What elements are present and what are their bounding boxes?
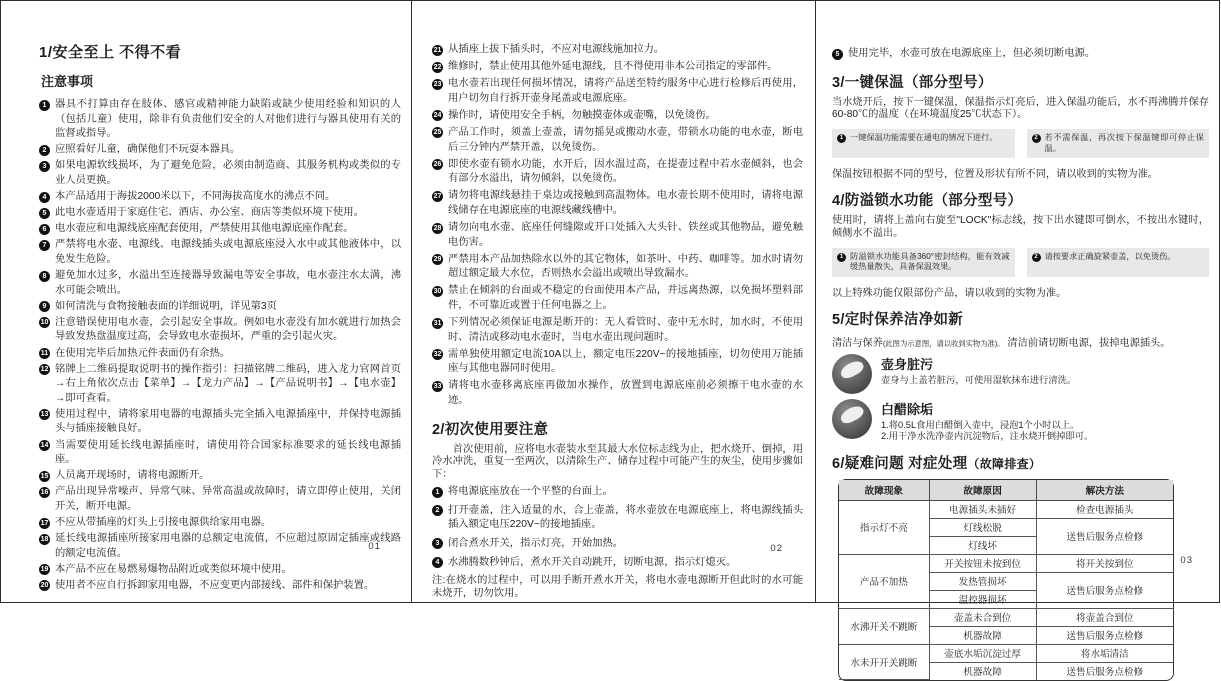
note-box: [1027, 248, 1210, 277]
intro-disclaimer: (此图为示意图，请以收到实物为准)。: [882, 338, 1005, 348]
step-item: [432, 504, 803, 533]
list-item: [432, 60, 803, 75]
list-item: [39, 238, 401, 267]
first-use-steps: [432, 485, 803, 570]
item-text: 电水壶应和电源线底座配套使用，严禁使用其他电源底座作配套。: [55, 223, 354, 235]
intro-suffix: 清洁前请切断电源，拔掉电源插头。: [1007, 337, 1171, 349]
step-item: [832, 47, 1209, 62]
section3-note-row: [832, 129, 1209, 158]
phenomenon-cell: 指示灯不亮: [839, 500, 929, 554]
item-text: 本产品适用于海拔2000米以下，不同海拔高度水的沸点不同。: [55, 191, 336, 203]
table-row: [839, 644, 1173, 662]
care-line: 壶身与上盖若脏污，可使用湿软抹布进行清洗。: [881, 374, 1077, 385]
item-number-badge: 13: [40, 411, 49, 419]
note-text: 一键保温功能需要在通电的情况下进行。: [850, 133, 998, 143]
note-text: 请按要求正确旋紧壶盖，以免烫伤。: [1044, 251, 1176, 261]
list-item: [432, 379, 803, 408]
item-number-badge: 24: [433, 112, 442, 120]
section3-footer: 保温按钮根据不同的型号，位置及形状有所不同，请以收到的实物为准。: [832, 169, 1158, 181]
care-line: 1.将0.5L食用白醋倒入壶中，浸泡1个小时以上。: [881, 419, 1080, 430]
care-line: 2.用干净水洗净壶内沉淀物后，注水烧开倒掉即可。: [881, 431, 1094, 442]
list-item: [432, 253, 803, 282]
manual-page-3: [815, 1, 1221, 679]
list-item: [39, 347, 401, 362]
cause-cell: 灯线坏: [929, 536, 1036, 554]
item-number-badge: 26: [433, 161, 442, 169]
item-text: 产品工作时，须盖上壶盖，请勿摇晃或搬动水壶，带锁水功能的电水壶，断电后三分钟内严禁开盖，以免烫伤。: [448, 126, 803, 153]
item-number-badge: 27: [433, 192, 442, 200]
solution-cell: 送售后服务点检修: [1036, 626, 1173, 644]
page1-title: 1/安全至上 不得不看: [39, 44, 182, 61]
list-item: [39, 143, 401, 158]
list-item: [39, 485, 401, 514]
safety-notice-list: [39, 98, 401, 594]
item-text: 铭牌上二维码提取说明书的操作指引：扫描铭牌二维码，进入龙力官网首页→右上角依次点击【菜单】→【龙力产品】→【产品说明书】→【电水壶】→即可查看。: [55, 363, 401, 404]
page-number: 01: [368, 541, 381, 552]
item-number-badge: 5: [39, 208, 50, 219]
troubleshooting-table: [838, 479, 1174, 681]
item-number-badge: 25: [433, 129, 442, 137]
section6-title-main: 6/疑难问题 对症处理: [832, 455, 968, 472]
item-number-badge: 10: [40, 319, 49, 327]
page1-subtitle: 注意事项: [41, 74, 94, 89]
item-text: 禁止在倾斜的台面或不稳定的台面使用本产品，并远离热源，以免损坏塑料部件，不可靠近或置于任何电器之上。: [448, 285, 803, 311]
item-text: 维修时，禁止使用其他外延电源线，且不得使用非本公司指定的零部件。: [448, 61, 778, 73]
solution-cell: 将水垢清洁: [1036, 644, 1173, 662]
care-text: [881, 354, 1209, 387]
item-number-badge: 18: [40, 535, 49, 543]
table-header-row: [839, 480, 1173, 501]
item-text: 使用者不应自行拆卸家用电器，不应变更内部接线、部件和保护装置。: [55, 579, 375, 591]
item-text: 从插座上拔下插头时，不应对电源线施加拉力。: [448, 44, 665, 55]
item-text: 延长线电源插座所接家用电器的总额定电流值，不应超过原固定插座或线路的额定电流值。: [55, 533, 401, 559]
item-number-badge: 15: [40, 472, 49, 480]
col-header: 故障原因: [929, 480, 1036, 501]
item-number-badge: 30: [433, 287, 442, 295]
list-item: [39, 316, 401, 345]
list-item: [39, 469, 401, 484]
cause-cell: 灯线松脱: [929, 518, 1036, 536]
step-number-badge: 2: [432, 505, 443, 516]
item-number-badge: 8: [39, 271, 50, 282]
solution-cell: 将壶盖合到位: [1036, 608, 1173, 626]
care-title: 壶身脏污: [881, 356, 934, 372]
section6-title-suffix: （故障排查）: [967, 456, 1042, 471]
cause-cell: 开关按钮未按到位: [929, 554, 1036, 572]
list-item: [432, 158, 803, 187]
item-number-badge: 14: [40, 442, 49, 450]
section4-title: 4/防溢锁水功能（部分型号）: [832, 193, 1023, 210]
note-number-badge: 1: [837, 134, 846, 143]
note-number-badge: 2: [1032, 134, 1041, 143]
list-item: [39, 269, 401, 298]
solution-cell: 将开关按到位: [1036, 554, 1173, 572]
table-row: [839, 500, 1173, 518]
solution-cell: 送售后服务点检修: [1036, 518, 1173, 554]
item-number-badge: 12: [40, 366, 49, 374]
item-number-badge: 31: [433, 319, 442, 327]
list-item: [39, 579, 401, 594]
table-row: [839, 554, 1173, 572]
col-header: 解决方法: [1036, 480, 1173, 501]
item-text: 严禁将电水壶、电源线、电源线插头或电源底座浸入水中或其他液体中，以免发生危险。: [55, 239, 401, 265]
page-number: 02: [770, 543, 783, 554]
section3-title: 3/一键保温（部分型号）: [832, 74, 993, 91]
step-number-badge: 3: [432, 538, 443, 549]
care-item-descale: [832, 399, 1209, 443]
list-item: [432, 284, 803, 313]
item-number-badge: 17: [40, 519, 49, 527]
step-text: 打开壶盖，注入适量的水，合上壶盖，将水壶放在电源底座上，将电源线插头插入额定电压220V~的接地插座。: [448, 504, 803, 531]
item-text: 本产品不应在易燃易爆物品附近或类似环境中使用。: [55, 563, 292, 575]
item-text: 在使用完毕后加热元件表面仍有余热。: [55, 347, 231, 359]
cause-cell: 电源插头未插好: [929, 500, 1036, 518]
item-number-badge: 33: [433, 382, 442, 390]
item-text: 如何清洗与食物接触表面的详细说明，详见第3页: [55, 300, 277, 312]
note-number-badge: 2: [1032, 253, 1041, 262]
item-text: 避免加水过多，水溢出至连接器导致漏电等安全事故，电水壶注水太满，沸水可能会喷出。: [55, 270, 401, 296]
list-item: [39, 98, 401, 142]
note-text: 防溢锁水功能具备360°密封结构，能有效减缓热量散失，具备保温效果。: [850, 251, 1010, 272]
list-item: [39, 563, 401, 578]
item-number-badge: 28: [433, 224, 442, 232]
item-text: 人员离开现场时，请将电源断开。: [55, 470, 210, 482]
item-number-badge: 19: [40, 566, 49, 574]
section2-intro: 首次使用前，应将电水壶装水至其最大水位标志线为止，把水烧开、倒掉，用冷水冲洗，重复一至两次，以清除生产、储存过程中可能产生的灰尘，使用步骤如下：: [432, 443, 803, 480]
vinegar-descale-photo-icon: [832, 399, 872, 439]
cause-cell: 温控器损坏: [929, 590, 1036, 608]
list-item: [39, 222, 401, 237]
list-item: [39, 363, 401, 407]
section4-note-row: [832, 248, 1209, 277]
step-text: 闭合煮水开关，指示灯亮，开始加热。: [448, 537, 624, 549]
care-item-body-dirty: [832, 354, 1209, 394]
item-number-badge: 3: [39, 161, 50, 172]
list-item: [432, 43, 803, 58]
list-item: [39, 408, 401, 437]
list-item: [432, 189, 803, 218]
section6-title: [832, 452, 1209, 473]
item-number-badge: 21: [433, 46, 442, 54]
list-item: [39, 190, 401, 205]
item-text: 应照看好儿童，确保他们不玩耍本器具。: [55, 144, 241, 156]
care-title: 白醋除垢: [881, 401, 934, 417]
note-text: 若不需保温，再次按下保温键即可停止保温。: [1044, 133, 1204, 153]
section5-intro: [832, 334, 1209, 349]
cause-cell: 发热管损坏: [929, 572, 1036, 590]
item-text: 请勿向电水壶、底座任何缝隙或开口处插入大头针、铁丝或其他物品，避免触电伤害。: [448, 222, 803, 248]
note-number-badge: 1: [837, 253, 846, 262]
list-item: [39, 439, 401, 468]
item-number-badge: 1: [39, 100, 50, 111]
item-number-badge: 11: [40, 350, 49, 357]
section3-body: 当水烧开后，按下一键保温，保温指示灯亮后，进入保温功能后，水不再沸腾并保存60-80℃的温度（在环境温度25℃状态下）。: [832, 96, 1209, 121]
phenomenon-cell: 水沸开关不跳断: [839, 608, 929, 644]
step-number-badge: 4: [432, 557, 443, 568]
item-text: 产品出现异常噪声、异常气味、异常高温或故障时，请立即停止使用，关闭开关，断开电源。: [55, 486, 401, 512]
table-row: [839, 608, 1173, 626]
item-number-badge: 29: [433, 256, 442, 264]
list-item: [432, 126, 803, 155]
section2-title: 2/初次使用要注意: [432, 421, 549, 438]
step-number-badge: 5: [832, 49, 843, 60]
solution-cell: 检查电源插头: [1036, 500, 1173, 518]
cause-cell: 机器故障: [929, 626, 1036, 644]
page-number: 03: [1180, 555, 1193, 566]
item-text: 即使水壶有锁水功能，水开后，因水温过高，在提壶过程中若水壶倾斜，也会有部分水溢出，请勿倾斜，以免烫伤。: [448, 158, 803, 185]
item-text: 器具不打算由存在肢体、感官或精神能力缺陷或缺少使用经验和知识的人（包括儿童）使用，除非有负责他们安全的人对他们进行与器具使用有关的监督或指导。: [55, 99, 401, 140]
item-text: 请将电水壶移离底座再做加水操作，放置到电源底座前必须擦干电水壶的水迹。: [448, 380, 803, 407]
section4-body: 使用时，请将上盖向右旋至"LOCK"标志线，按下出水键即可倒水，不按出水键时，倾侧水不溢出。: [832, 215, 1209, 239]
item-text: 当需要使用延长线电源插座时，请使用符合国家标准要求的延长线电源插座。: [55, 439, 401, 466]
list-item: [432, 316, 803, 345]
item-number-badge: 9: [39, 301, 50, 312]
section2-note: 注:在烧水的过程中，可以用手断开煮水开关，将电水壶电源断开但此时的水可能未烧开，切勿饮用。: [432, 575, 803, 599]
section4-footer: 以上特殊功能仅限部份产品，请以收到的实物为准。: [832, 287, 1067, 299]
item-text: 此电水壶适用于家庭住宅、酒店、办公室、商店等类似环境下使用。: [55, 207, 364, 219]
item-number-badge: 20: [40, 582, 49, 590]
manual-page-1: [1, 1, 411, 602]
kettle-wipe-photo-icon: [832, 354, 872, 394]
col-header: 故障现象: [839, 480, 929, 501]
solution-cell: 送售后服务点检修: [1036, 572, 1173, 608]
item-number-badge: 2: [39, 145, 50, 156]
step-text: 水沸腾数秒钟后，煮水开关自动跳开，切断电源，指示灯熄灭。: [448, 556, 737, 568]
list-item: [432, 109, 803, 124]
note-box: [832, 248, 1015, 277]
list-item: [39, 159, 401, 188]
item-number-badge: 23: [433, 80, 442, 88]
item-number-badge: 6: [39, 224, 50, 235]
phenomenon-cell: 产品不加热: [839, 554, 929, 608]
manual-page-2: [411, 1, 815, 602]
list-item: [432, 77, 803, 106]
item-number-badge: 22: [433, 63, 442, 71]
solution-cell: 送售后服务点检修: [1036, 662, 1173, 680]
item-text: 电水壶若出现任何损坏情况，请将产品送至特约服务中心进行检修后再使用，用户切勿自行拆开壶身尾盖或电源底座。: [448, 78, 803, 104]
cause-cell: 壶盖未合到位: [929, 608, 1036, 626]
item-text: 操作时，请使用安全手柄，勿触摸壶体或壶嘴，以免烫伤。: [448, 109, 716, 121]
step-item: [432, 537, 803, 552]
list-item: [39, 300, 401, 315]
list-item: [39, 532, 401, 561]
section5-title: 5/定时保养洁净如新: [832, 311, 964, 328]
item-text: 下列情况必须保证电源是断开的：无人看管时、壶中无水时，加水时，不使用时、清洁或移动电水壶时，当电水壶出现问题时。: [448, 317, 803, 343]
item-number-badge: 32: [433, 351, 442, 359]
item-number-badge: 4: [39, 192, 50, 203]
item-number-badge: 7: [39, 240, 50, 251]
note-box: [1027, 129, 1210, 158]
list-item: [39, 516, 401, 531]
cause-cell: 壶底水垢沉淀过厚: [929, 644, 1036, 662]
item-text: 注意错误使用电水壶，会引起安全事故。例如电水壶没有加水就进行加热会导致发热盘温度过高，会导致电水壶损坏，严重的会引起火灾。: [55, 316, 401, 343]
care-text: [881, 399, 1209, 443]
list-item: [432, 348, 803, 377]
list-item: [39, 206, 401, 221]
phenomenon-cell: 水未开开关跳断: [839, 644, 929, 680]
item-text: 严禁用本产品加热除水以外的其它物体，如茶叶、中药、咖啡等。加水时请勿超过额定最大水位，否则热水会溢出或喷出导致漏水。: [448, 253, 803, 280]
item-text: 如果电源软线损坏，为了避免危险，必须由制造商、其服务机构或类似的专业人员更换。: [55, 160, 401, 186]
step-item: [432, 556, 803, 571]
note-box: [832, 129, 1015, 158]
step-text: 使用完毕，水壶可放在电源底座上，但必须切断电源。: [848, 48, 1096, 59]
item-number-badge: 16: [40, 488, 49, 496]
list-item: [432, 221, 803, 250]
item-text: 请勿将电源线悬挂于桌边或接触到高温物体。电水壶长期不使用时，请将电源线储存在电源底座的电源线藏线槽中。: [448, 190, 803, 216]
step-number-badge: 1: [432, 487, 443, 498]
step-item: [432, 485, 803, 500]
item-text: 使用过程中，请将家用电器的电源插头完全插入电源插座中，并保持电源插头与插座接触良好。: [55, 408, 401, 435]
item-text: 不应从带插座的灯头上引接电源供给家用电器。: [55, 517, 272, 529]
intro-prefix: 清洁与保养: [832, 337, 883, 349]
item-text: 需单独使用额定电流10A以上，额定电压220V~的接地插座，切勿使用万能插座与其他电器同时使用。: [448, 348, 803, 375]
step-text: 将电源底座放在一个平整的台面上。: [448, 486, 613, 498]
cause-cell: 机器故障: [929, 662, 1036, 680]
safety-notice-list-continued: [432, 43, 803, 409]
